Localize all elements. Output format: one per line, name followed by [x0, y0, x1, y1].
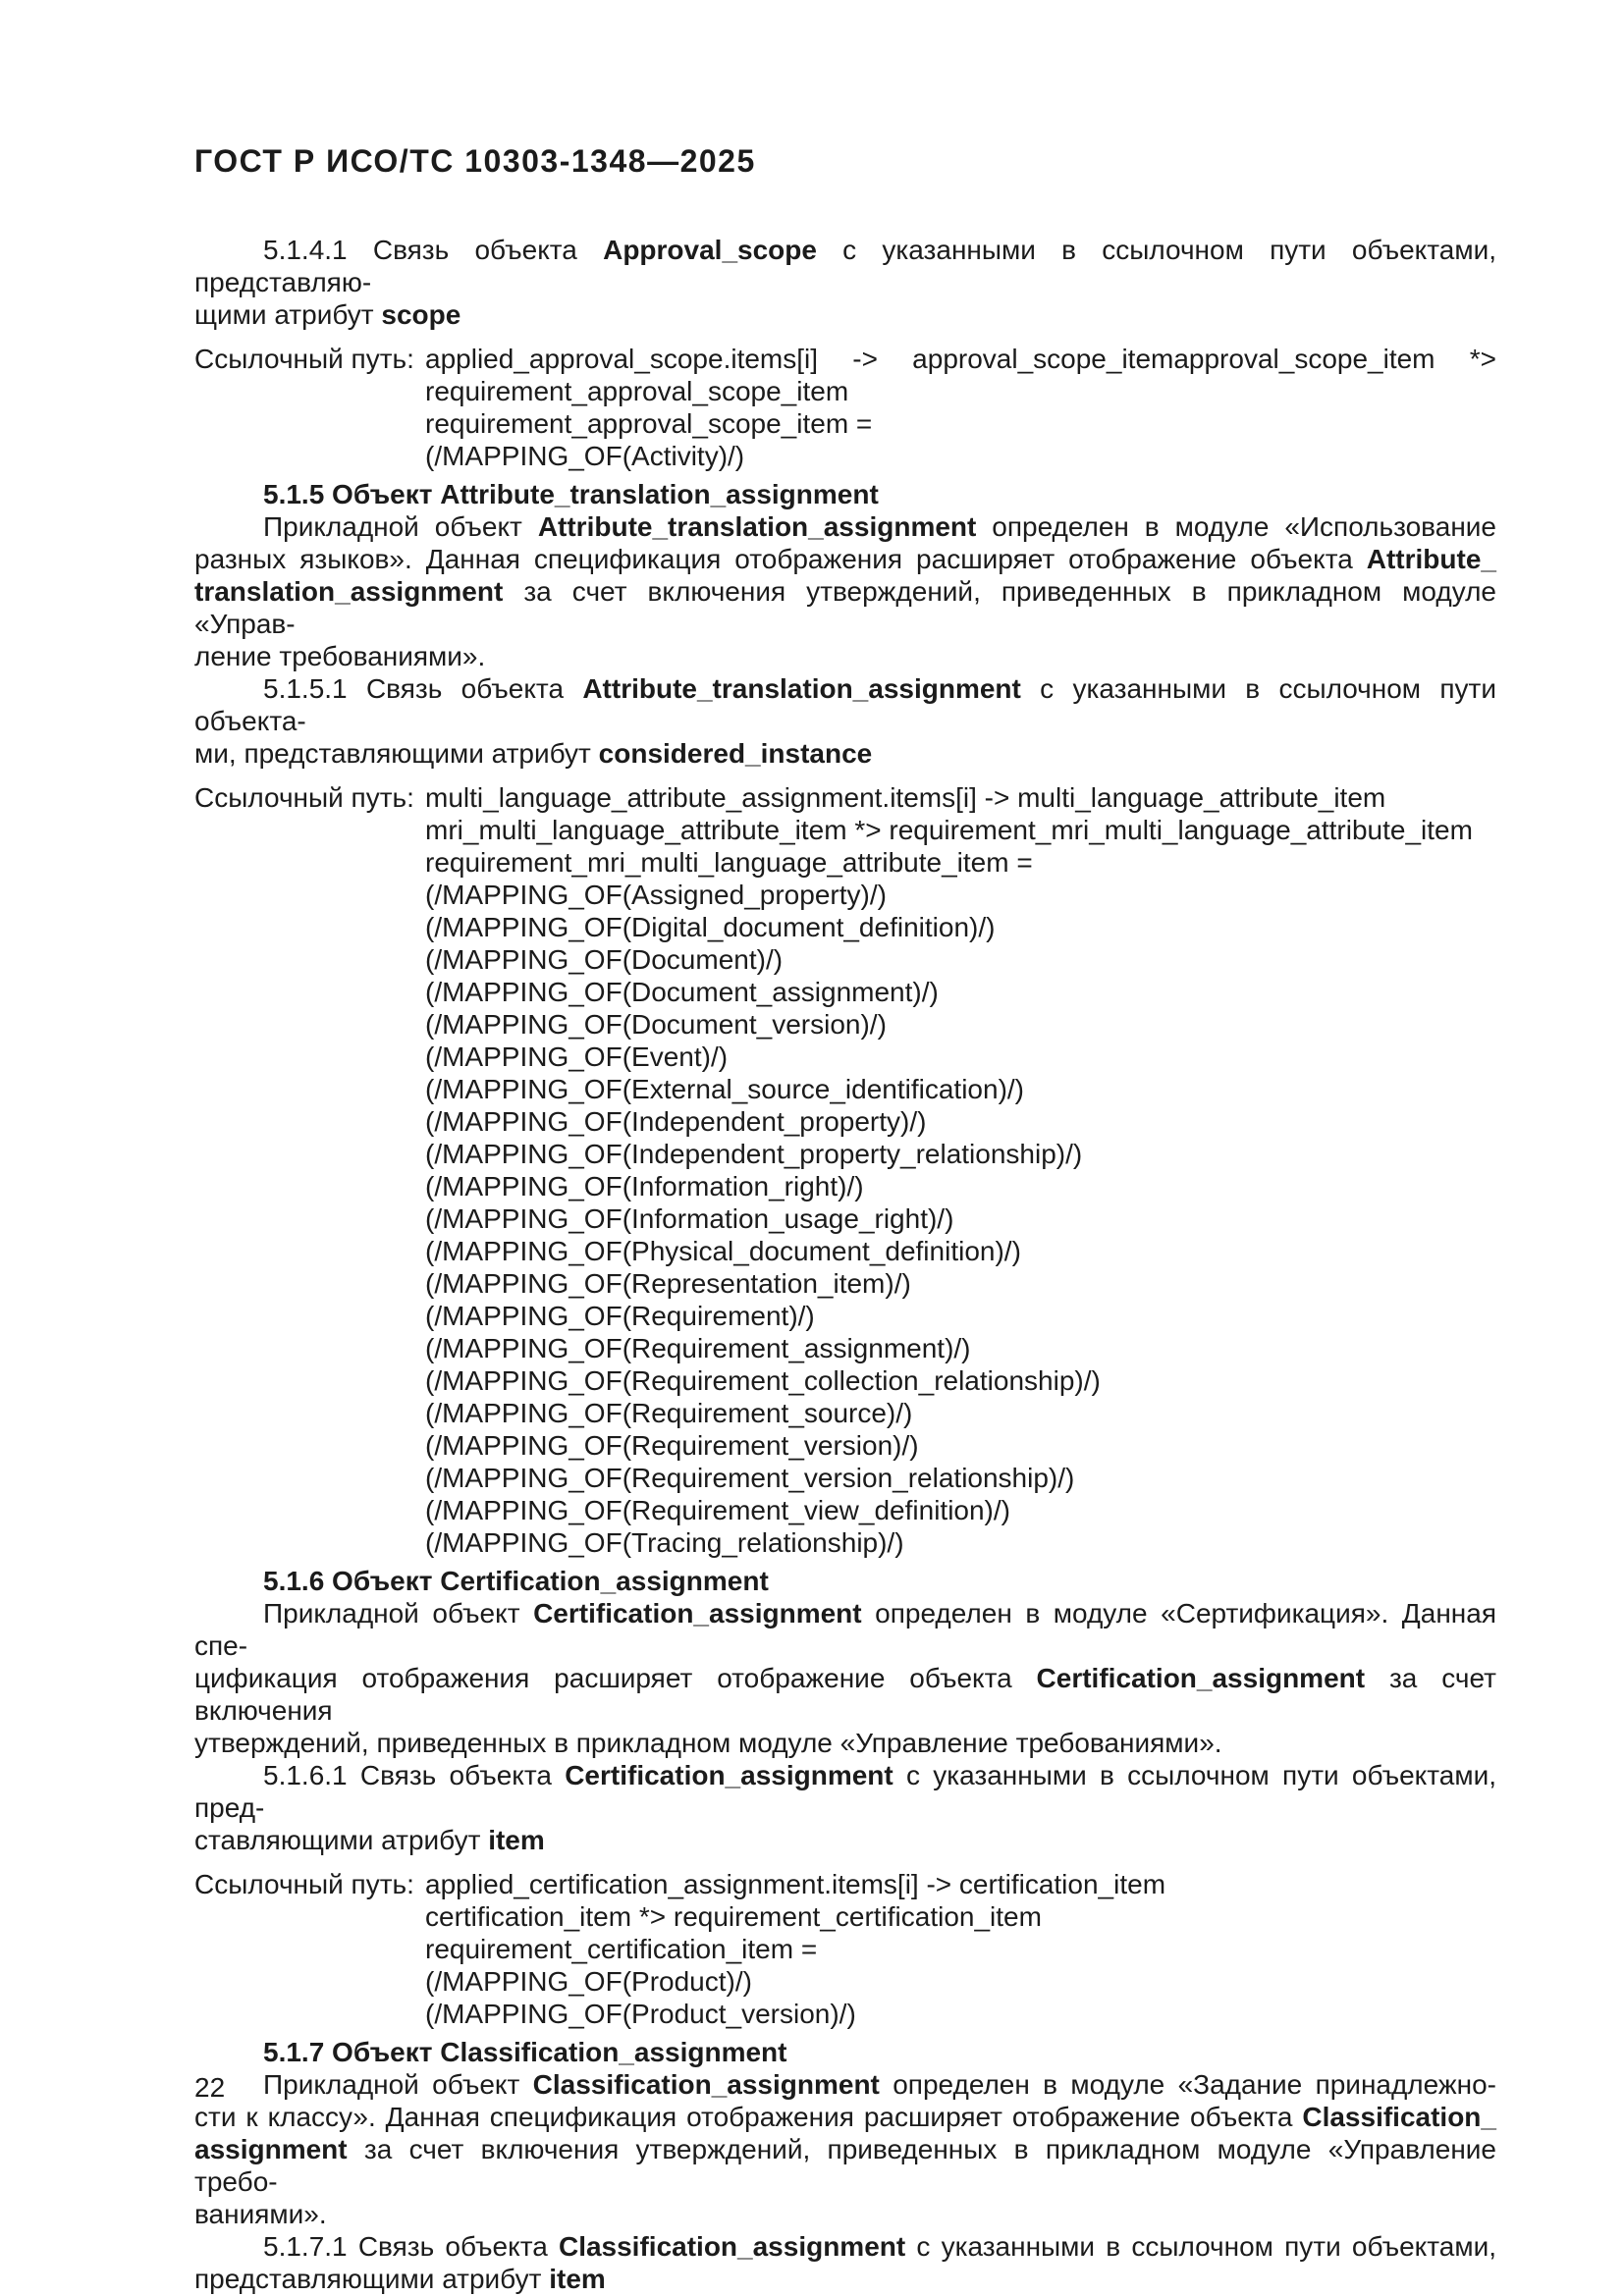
- reference-path-label: Ссылочный путь:: [194, 344, 414, 374]
- reference-path-line: (/MAPPING_OF(Document_assignment)/): [425, 977, 939, 1007]
- text-line: ваниями».: [194, 2199, 327, 2229]
- text-line: 5.1.7.1 Связь объекта Classification_assignment с указанными в ссылочном пути объектами,: [263, 2231, 1496, 2262]
- reference-path-line: requirement_certification_item =: [425, 1934, 818, 1964]
- paragraph: [194, 2068, 1496, 2230]
- reference-path-line: applied_certification_assignment.items[i] -> certification_item: [425, 1869, 1166, 1899]
- text-line: цификация отображения расширяет отображение объекта Certification_assignment за счет включения: [194, 1663, 1496, 1726]
- reference-path-lines: [425, 781, 1496, 1559]
- reference-path-line: (/MAPPING_OF(External_source_identification)/): [425, 1074, 1024, 1104]
- reference-path-line: (/MAPPING_OF(Digital_document_definition)/): [425, 912, 996, 942]
- reference-path-line: requirement_approval_scope_item =: [425, 408, 873, 439]
- reference-path-block: [194, 1868, 1496, 2030]
- text-line: щими атрибут scope: [194, 299, 461, 330]
- reference-path-line: (/MAPPING_OF(Document)/): [425, 944, 784, 975]
- reference-path-line: (/MAPPING_OF(Information_usage_right)/): [425, 1203, 954, 1234]
- reference-path-line: (/MAPPING_OF(Information_right)/): [425, 1171, 864, 1201]
- reference-path-line: (/MAPPING_OF(Physical_document_definition)/): [425, 1236, 1021, 1266]
- reference-path-line: mri_multi_language_attribute_item *> requirement_mri_multi_language_attribute_item: [425, 815, 1473, 845]
- reference-path-lines: [425, 343, 1496, 472]
- document-content: [194, 234, 1496, 2295]
- reference-path-line: requirement_mri_multi_language_attribute_item =: [425, 847, 1033, 878]
- text-line: Прикладной объект Certification_assignment определен в модуле «Сертификация». Данная спе-: [194, 1598, 1496, 1661]
- paragraph: [194, 510, 1496, 672]
- reference-path-line: requirement_approval_scope_item: [425, 376, 849, 406]
- section-heading: 5.1.6 Объект Certification_assignment: [263, 1566, 769, 1596]
- reference-path-line: (/MAPPING_OF(Independent_property)/): [425, 1106, 927, 1137]
- paragraph: [194, 672, 1496, 770]
- reference-path-line: (/MAPPING_OF(Requirement_version_relationship)/): [425, 1463, 1075, 1493]
- section-heading: 5.1.5 Объект Attribute_translation_assignment: [263, 479, 879, 509]
- section-heading: 5.1.7 Объект Classification_assignment: [263, 2037, 787, 2067]
- reference-path-line: (/MAPPING_OF(Product_version)/): [425, 1999, 856, 2029]
- reference-path-line: (/MAPPING_OF(Activity)/): [425, 441, 745, 471]
- reference-path-lines: [425, 1868, 1496, 2030]
- text-line: сти к классу». Данная спецификация отображения расширяет отображение объекта Classification_: [194, 2102, 1496, 2132]
- reference-path-line: (/MAPPING_OF(Assigned_property)/): [425, 880, 887, 910]
- text-line: представляющими атрибут item: [194, 2264, 606, 2294]
- reference-path-line: applied_approval_scope.items[i] -> approval_scope_itemapproval_scope_item *>: [425, 344, 1496, 374]
- text-line: Прикладной объект Attribute_translation_assignment определен в модуле «Использование: [263, 511, 1496, 542]
- reference-path-line: (/MAPPING_OF(Requirement_version)/): [425, 1430, 919, 1461]
- paragraph: [194, 2230, 1496, 2295]
- reference-path-line: (/MAPPING_OF(Event)/): [425, 1041, 729, 1072]
- paragraph: [194, 234, 1496, 331]
- reference-path-line: certification_item *> requirement_certification_item: [425, 1901, 1042, 1932]
- text-line: ставляющими атрибут item: [194, 1825, 545, 1855]
- reference-path-line: (/MAPPING_OF(Requirement_collection_relationship)/): [425, 1365, 1101, 1396]
- reference-path-line: multi_language_attribute_assignment.items[i] -> multi_language_attribute_item: [425, 782, 1386, 813]
- text-line: translation_assignment за счет включения утверждений, приведенных в прикладном модуле «Управ-: [194, 576, 1496, 639]
- reference-path-line: (/MAPPING_OF(Requirement)/): [425, 1301, 815, 1331]
- reference-path-line: (/MAPPING_OF(Tracing_relationship)/): [425, 1527, 904, 1558]
- document-header: ГОСТ Р ИСО/ТС 10303-1348—2025: [194, 143, 756, 179]
- reference-path-line: (/MAPPING_OF(Requirement_source)/): [425, 1398, 913, 1428]
- reference-path-line: (/MAPPING_OF(Requirement_view_definition)/): [425, 1495, 1010, 1525]
- text-line: ми, представляющими атрибут considered_instance: [194, 738, 873, 769]
- reference-path-label: Ссылочный путь:: [194, 782, 414, 813]
- reference-path-line: (/MAPPING_OF(Document_version)/): [425, 1009, 887, 1040]
- text-line: Прикладной объект Classification_assignment определен в модуле «Задание принадлежно-: [263, 2069, 1496, 2100]
- text-line: утверждений, приведенных в прикладном модуле «Управление требованиями».: [194, 1728, 1222, 1758]
- text-line: 5.1.4.1 Связь объекта Approval_scope с указанными в ссылочном пути объектами, представляю-: [194, 235, 1496, 297]
- paragraph: [194, 1597, 1496, 1759]
- reference-path-line: (/MAPPING_OF(Product)/): [425, 1966, 752, 1997]
- reference-path-label: Ссылочный путь:: [194, 1869, 414, 1899]
- text-line: 5.1.6.1 Связь объекта Certification_assignment с указанными в ссылочном пути объектами, пред-: [194, 1760, 1496, 1823]
- text-line: разных языков». Данная спецификация отображения расширяет отображение объекта Attribute_: [194, 544, 1496, 574]
- text-line: assignment за счет включения утверждений, приведенных в прикладном модуле «Управление требо-: [194, 2134, 1496, 2197]
- reference-path-block: [194, 781, 1496, 1559]
- reference-path-block: [194, 343, 1496, 472]
- page-number: 22: [194, 2072, 226, 2103]
- reference-path-line: (/MAPPING_OF(Independent_property_relationship)/): [425, 1139, 1083, 1169]
- text-line: ление требованиями».: [194, 641, 486, 671]
- text-line: 5.1.5.1 Связь объекта Attribute_translation_assignment с указанными в ссылочном пути объекта-: [194, 673, 1496, 736]
- reference-path-line: (/MAPPING_OF(Representation_item)/): [425, 1268, 911, 1299]
- paragraph: [194, 1759, 1496, 1856]
- reference-path-line: (/MAPPING_OF(Requirement_assignment)/): [425, 1333, 971, 1363]
